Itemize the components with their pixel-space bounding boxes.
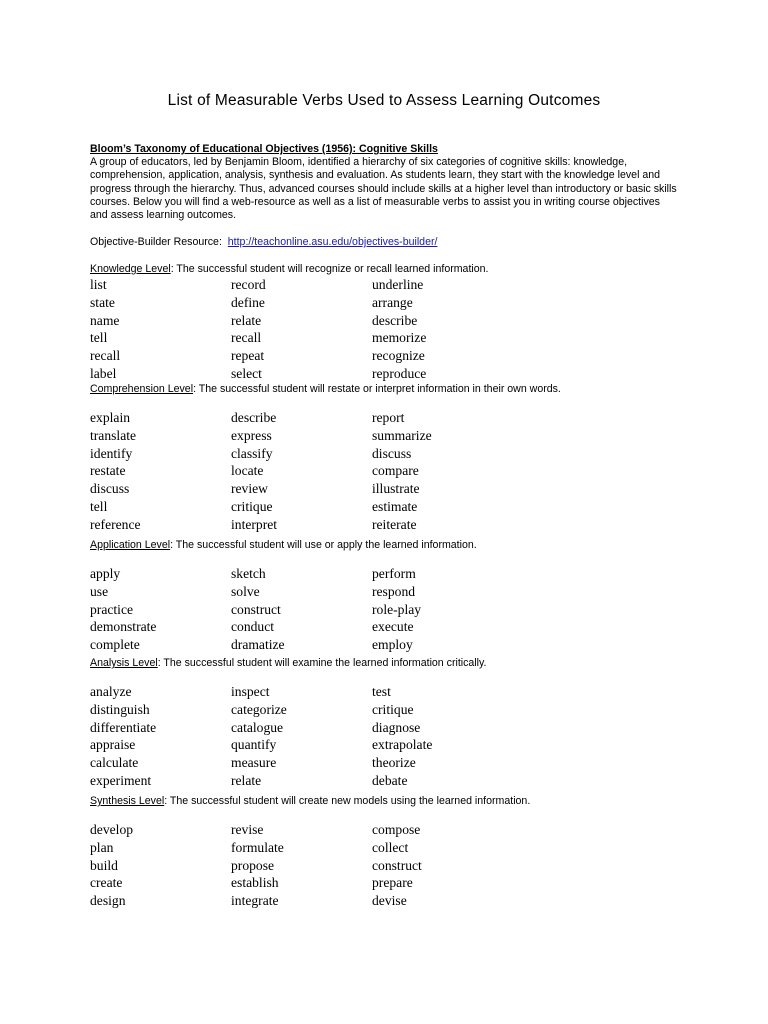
verb: create — [90, 875, 123, 891]
verb: inspect — [231, 684, 270, 699]
synthesis-section — [90, 795, 690, 910]
level-heading — [90, 795, 690, 808]
verb: critique — [372, 701, 414, 717]
verb: reference — [90, 516, 141, 532]
verb: categorize — [231, 701, 287, 717]
verb: practice — [90, 601, 134, 617]
level-name: Application Level — [90, 539, 171, 551]
verb: name — [90, 312, 120, 328]
verb: dramatize — [231, 637, 285, 653]
level-name: Synthesis Level — [90, 795, 165, 807]
level-description: : The successful student will restate or interpret information in their own words. — [193, 383, 561, 395]
comprehension-section — [90, 383, 690, 534]
verb: translate — [90, 427, 137, 443]
verb: employ — [372, 637, 413, 653]
verb: review — [231, 481, 268, 497]
verb-grid — [90, 409, 690, 534]
verb: define — [231, 294, 265, 310]
verb: role-play — [372, 601, 422, 617]
verb: establish — [231, 875, 279, 891]
level-description: : The successful student will create new models using the learned information. — [164, 795, 531, 807]
verb: prepare — [372, 875, 413, 891]
verb: propose — [231, 857, 275, 873]
level-name: Knowledge Level — [90, 263, 171, 275]
verb-grid — [90, 565, 690, 654]
verb: revise — [231, 822, 264, 837]
verb: calculate — [90, 755, 139, 771]
verb: select — [231, 365, 262, 381]
verb: express — [231, 427, 272, 443]
verb: differentiate — [90, 719, 157, 735]
verb: quantify — [231, 737, 277, 753]
verb: diagnose — [372, 719, 421, 735]
verb: estimate — [372, 498, 418, 514]
verb: discuss — [90, 481, 130, 497]
intro-body: A group of educators, led by Benjamin Bloom, identified a hierarchy of six categories of cognitive skills: knowledge, comprehension, application, analysis, synthesis and evaluation. As students learn, they start with the knowledge level and progress through the hierarchy. Thus, advanced courses should include skills at a higher level than introductory or basic skills courses. Below you will find a web-resource as well as a list of measurable verbs to assist you in writing course objectives and assess learning outcomes. — [90, 156, 677, 222]
resource-line — [90, 236, 437, 248]
level-heading — [90, 383, 690, 396]
verb: recognize — [372, 348, 425, 364]
page-title: List of Measurable Verbs Used to Assess Learning Outcomes — [167, 92, 601, 109]
verb: analyze — [90, 684, 132, 699]
verb: develop — [90, 822, 134, 837]
verb: relate — [231, 772, 262, 788]
verb: restate — [90, 463, 126, 479]
verb: summarize — [372, 427, 432, 443]
knowledge-section — [90, 263, 690, 383]
verb: report — [372, 410, 405, 425]
verb: compose — [372, 822, 421, 837]
verb: perform — [372, 566, 416, 581]
level-heading — [90, 539, 690, 552]
resource-link[interactable]: http://teachonline.asu.edu/objectives-builder/ — [227, 236, 438, 248]
verb: recall — [90, 348, 121, 364]
intro-heading: Bloom’s Taxonomy of Educational Objectives (1956): Cognitive Skills — [90, 143, 438, 155]
verb: build — [90, 857, 118, 873]
verb: demonstrate — [90, 619, 157, 635]
verb: locate — [231, 463, 264, 479]
verb: reiterate — [372, 516, 417, 532]
verb-grid — [90, 683, 690, 790]
application-section — [90, 539, 690, 654]
verb: plan — [90, 839, 114, 855]
level-description: : The successful student will use or apply the learned information. — [170, 539, 477, 551]
verb: debate — [372, 772, 408, 788]
verb: distinguish — [90, 701, 150, 717]
verb: label — [90, 365, 117, 381]
verb: solve — [231, 583, 260, 599]
verb: complete — [90, 637, 140, 653]
verb: arrange — [372, 294, 413, 310]
verb: extrapolate — [372, 737, 433, 753]
intro-block — [90, 143, 680, 222]
verb: catalogue — [231, 719, 284, 735]
resource-label: Objective-Builder Resource: — [90, 236, 222, 248]
verb: identify — [90, 445, 133, 461]
verb: interpret — [231, 516, 278, 532]
verb: apply — [90, 566, 121, 581]
verb: integrate — [231, 893, 279, 909]
level-description: : The successful student will examine the learned information critically. — [157, 657, 487, 669]
verb: describe — [372, 312, 418, 328]
verb: underline — [372, 277, 424, 292]
verb: illustrate — [372, 481, 420, 497]
verb: discuss — [372, 445, 412, 461]
verb: state — [90, 294, 115, 310]
verb: appraise — [90, 737, 136, 753]
verb: construct — [231, 601, 281, 617]
verb: test — [372, 684, 391, 699]
verb: formulate — [231, 839, 284, 855]
verb: execute — [372, 619, 414, 635]
verb: memorize — [372, 330, 427, 346]
analysis-section — [90, 657, 690, 790]
level-name: Analysis Level — [90, 657, 158, 669]
verb: design — [90, 893, 126, 909]
verb: experiment — [90, 772, 152, 788]
verb: sketch — [231, 566, 266, 581]
verb: construct — [372, 857, 422, 873]
verb: record — [231, 277, 266, 292]
verb: conduct — [231, 619, 275, 635]
verb: theorize — [372, 755, 416, 771]
level-heading — [90, 263, 690, 276]
verb-grid — [90, 821, 690, 910]
verb: use — [90, 583, 109, 599]
verb: classify — [231, 445, 273, 461]
verb: respond — [372, 583, 416, 599]
level-description: : The successful student will recognize or recall learned information. — [170, 263, 489, 275]
verb: recall — [231, 330, 262, 346]
verb: repeat — [231, 348, 265, 364]
verb: describe — [231, 410, 277, 425]
verb: measure — [231, 755, 277, 771]
verb: list — [90, 277, 107, 292]
verb: reproduce — [372, 365, 427, 381]
level-heading — [90, 657, 690, 670]
verb: collect — [372, 839, 409, 855]
verb-grid — [90, 276, 690, 383]
verb: compare — [372, 463, 419, 479]
verb: relate — [231, 312, 262, 328]
verb: tell — [90, 330, 108, 346]
verb: tell — [90, 498, 108, 514]
level-name: Comprehension Level — [90, 383, 194, 395]
verb: critique — [231, 498, 273, 514]
verb: devise — [372, 893, 407, 909]
verb: explain — [90, 410, 131, 425]
